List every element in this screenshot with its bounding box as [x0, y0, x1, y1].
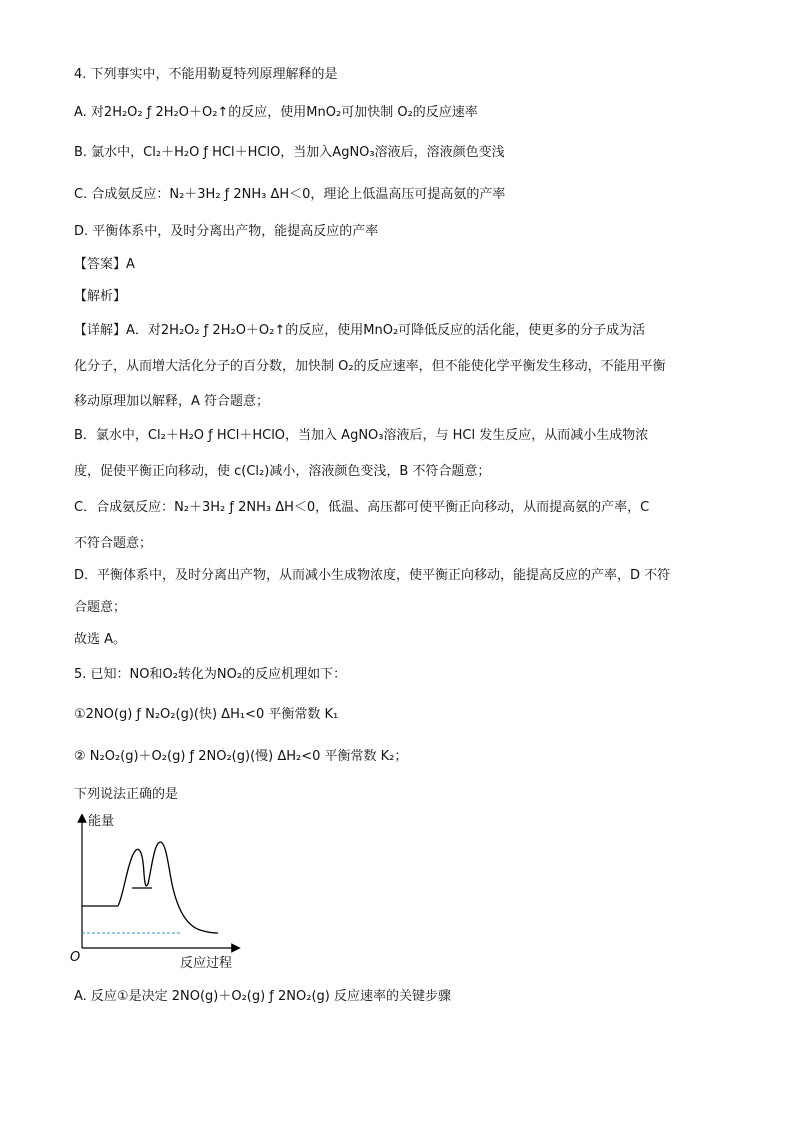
q4-detail-line-1: 【详解】A．对2H₂O₂ ƒ 2H₂O＋O₂↑的反应，使用MnO₂可降低反应的活化能，使更多的分子成为活 — [74, 323, 646, 338]
q4-option-a: A. 对2H₂O₂ ƒ 2H₂O＋O₂↑的反应，使用MnO₂可加快制 O₂的反应速率 — [74, 105, 478, 120]
q5-question: 下列说法正确的是 — [74, 787, 179, 802]
q4-detail-line-3: 移动原理加以解释，A 符合题意； — [74, 394, 270, 409]
q4-option-c: C. 合成氨反应：N₂＋3H₂ ƒ 2NH₃ ΔH＜0，理论上低温高压可提高氨的产率 — [74, 187, 506, 202]
q4-stem: 4. 下列事实中，不能用勒夏特列原理解释的是 — [74, 67, 338, 82]
q5-step-1: ①2NO(g) ƒ N₂O₂(g)(快) ΔH₁<0 平衡常数 K₁ — [74, 707, 339, 722]
q4-analysis-heading: 【解析】 — [74, 289, 127, 304]
q4-answer: 【答案】A — [74, 257, 135, 272]
q5-stem: 5. 已知：NO和O₂转化为NO₂的反应机理如下： — [74, 667, 347, 682]
q4-option-b: B. 氯水中，Cl₂＋H₂O ƒ HCl＋HClO，当加入AgNO₃溶液后，溶液颜色变浅 — [74, 145, 505, 160]
q4-detail-line-7: 不符合题意； — [74, 536, 153, 551]
q5-step-2: ② N₂O₂(g)＋O₂(g) ƒ 2NO₂(g)(慢) ΔH₂<0 平衡常数 K₂； — [74, 749, 408, 764]
q4-detail-line-5: 度，促使平衡正向移动，使 c(Cl₂)减小，溶液颜色变浅，B 不符合题意； — [74, 464, 491, 479]
x-axis-label: 反应过程 — [180, 956, 233, 971]
q4-detail-line-9: 合题意； — [74, 600, 127, 615]
q4-detail-line-8: D．平衡体系中，及时分离出产物，从而减小生成物浓度，使平衡正向移动，能提高反应的产率，D 不符 — [74, 568, 671, 583]
q4-detail-line-4: B．氯水中，Cl₂＋H₂O ƒ HCl＋HClO，当加入 AgNO₃溶液后，与 HCl 发生反应，从而减小生成物浓 — [74, 428, 649, 443]
q5-option-a: A. 反应①是决定 2NO(g)＋O₂(g) ƒ 2NO₂(g) 反应速率的关键步骤 — [74, 989, 451, 1004]
y-axis-label: 能量 — [88, 814, 115, 829]
q4-conclusion: 故选 A。 — [74, 632, 127, 647]
origin-label: O — [70, 950, 81, 965]
energy-profile-figure — [66, 814, 246, 974]
energy-profile-svg — [66, 814, 246, 974]
q4-detail-line-2: 化分子，从而增大活化分子的百分数，加快制 O₂的反应速率，但不能使化学平衡发生移动，不能用平衡 — [74, 359, 666, 374]
q4-detail-line-6: C．合成氨反应：N₂＋3H₂ ƒ 2NH₃ ΔH＜0，低温、高压都可使平衡正向移动，从而提高氨的产率，C — [74, 500, 650, 515]
q4-option-d: D. 平衡体系中，及时分离出产物，能提高反应的产率 — [74, 224, 379, 239]
